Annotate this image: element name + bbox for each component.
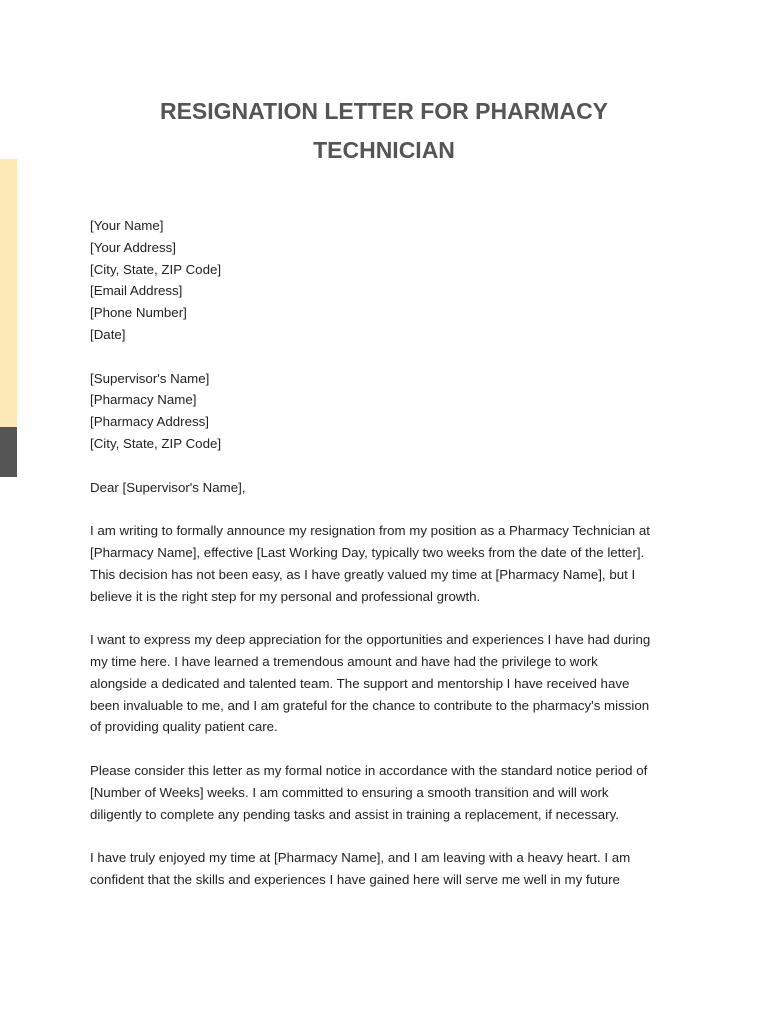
recipient-pharmacy-name: [Pharmacy Name] (90, 392, 197, 408)
spacer (90, 738, 690, 760)
salutation: Dear [Supervisor's Name], (90, 479, 246, 495)
letter-body (90, 215, 690, 891)
paragraph-line: alongside a dedicated and talented team. The support and mentorship I have received have (90, 675, 630, 691)
spacer (90, 498, 690, 520)
spacer (90, 346, 690, 368)
letter-date: [Date] (90, 326, 126, 342)
paragraph-line: of providing quality patient care. (90, 719, 278, 735)
paragraph-line: believe it is the right step for my personal and professional growth. (90, 588, 481, 604)
paragraph-1 (90, 520, 690, 607)
document-title (0, 92, 768, 170)
spacer (90, 825, 690, 847)
sender-email: [Email Address] (90, 283, 183, 299)
spacer (90, 455, 690, 477)
spacer (90, 607, 690, 629)
paragraph-line: I want to express my deep appreciation for the opportunities and experiences I have had during (90, 632, 651, 648)
sender-name: [Your Name] (90, 218, 164, 233)
paragraph-line: diligently to complete any pending tasks and assist in training a replacement, if necessary. (90, 806, 619, 822)
accent-bar-dark (0, 427, 17, 477)
paragraph-line: I have truly enjoyed my time at [Pharmacy Name], and I am leaving with a heavy heart. I am (90, 850, 631, 866)
title-line-1: RESIGNATION LETTER FOR PHARMACY (159, 98, 609, 124)
paragraph-4 (90, 847, 690, 891)
paragraph-3 (90, 760, 690, 825)
sender-phone: [Phone Number] (90, 305, 187, 321)
paragraph-line: This decision has not been easy, as I have greatly valued my time at [Pharmacy Name], but I (90, 566, 636, 582)
recipient-city-state-zip: [City, State, ZIP Code] (90, 435, 222, 451)
paragraph-line: I am writing to formally announce my resignation from my position as a Pharmacy Technician at (90, 523, 650, 539)
paragraph-line: been invaluable to me, and I am grateful for the chance to contribute to the pharmacy's mission (90, 697, 650, 713)
sender-city-state-zip: [City, State, ZIP Code] (90, 261, 222, 277)
paragraph-line: confident that the skills and experiences I have gained here will serve me well in my future (90, 871, 620, 887)
sender-block (90, 215, 690, 346)
paragraph-line: my time here. I have learned a tremendous amount and have had the privilege to work (90, 653, 598, 669)
paragraph-line: [Number of Weeks] weeks. I am committed to ensuring a smooth transition and will work (90, 784, 609, 800)
title-line-2: TECHNICIAN (313, 137, 455, 163)
paragraph-line: [Pharmacy Name], effective [Last Working Day, typically two weeks from the date of the letter]. (90, 544, 645, 560)
paragraph-line: Please consider this letter as my formal notice in accordance with the standard notice period of (90, 762, 648, 778)
sender-address: [Your Address] (90, 239, 176, 255)
paragraph-2 (90, 629, 690, 738)
recipient-pharmacy-address: [Pharmacy Address] (90, 414, 209, 430)
accent-bar-light (0, 159, 17, 427)
recipient-block (90, 368, 690, 455)
recipient-supervisor: [Supervisor's Name] (90, 370, 210, 386)
